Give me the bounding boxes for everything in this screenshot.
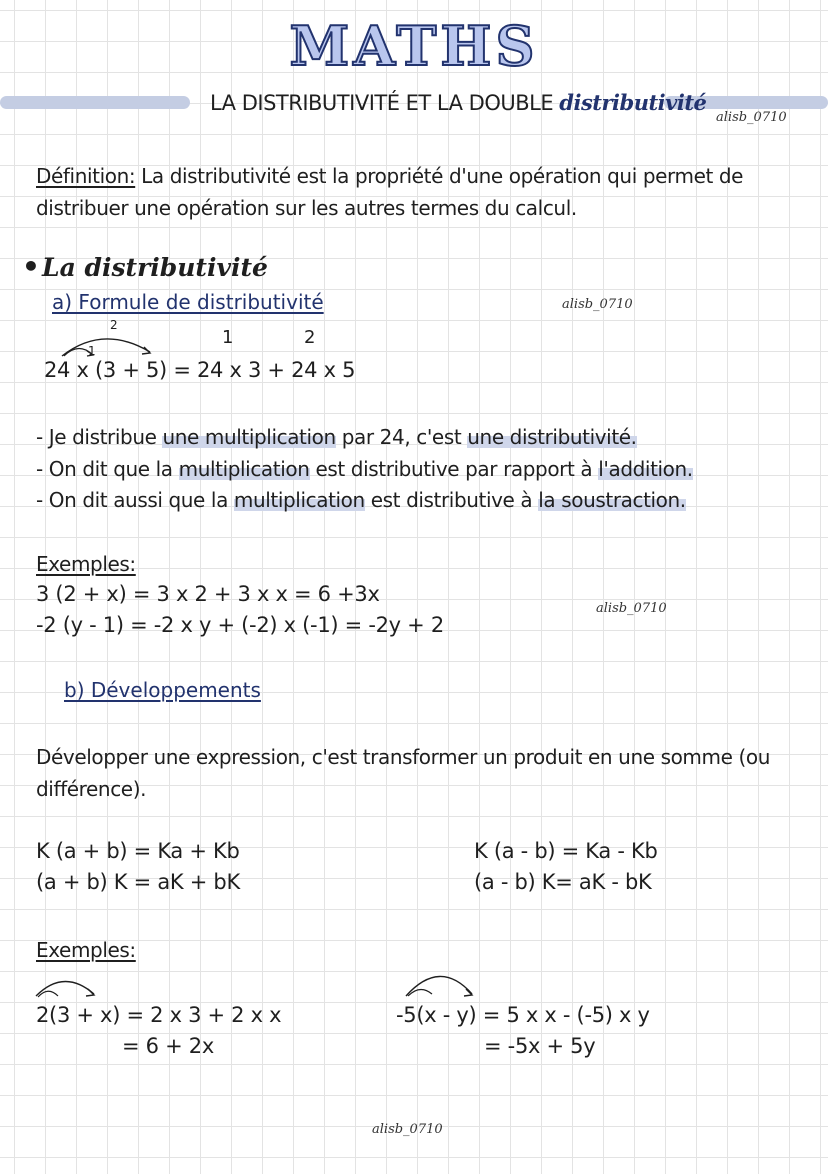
subtitle-main: LA DISTRIBUTIVITÉ ET LA DOUBLE <box>210 91 554 115</box>
distributivity-formula: 24 x (3 + 5) = 24 x 3 + 24 x 5 <box>44 358 356 382</box>
header-band-left <box>0 96 190 109</box>
formula-left-2: (a + b) K = aK + bK <box>36 870 240 894</box>
watermark: alisb_0710 <box>562 297 633 312</box>
definition-label: Définition: <box>36 164 136 188</box>
page-title: MATHS <box>289 14 539 78</box>
example-1: 3 (2 + x) = 3 x 2 + 3 x x = 6 +3x <box>36 582 380 606</box>
examples-label-1: Exemples: <box>36 552 136 576</box>
definition-line-1 <box>36 160 743 192</box>
watermark: alisb_0710 <box>716 110 787 125</box>
term-number-2: 2 <box>304 327 316 348</box>
example-3-line-1: 2(3 + x) = 2 x 3 + 2 x x <box>36 1003 282 1027</box>
subheading-a: a) Formule de distributivité <box>52 290 324 314</box>
arc-label-outer: 2 <box>110 318 118 332</box>
highlight: l'addition. <box>598 457 693 481</box>
formula-right-2: (a - b) K= aK - bK <box>474 870 652 894</box>
definition-line-2: distribuer une opération sur les autres termes du calcul. <box>36 196 577 220</box>
highlight: la soustraction. <box>538 488 686 512</box>
example-arrows-2 <box>402 964 482 1000</box>
watermark: alisb_0710 <box>372 1122 443 1137</box>
example-4-line-1: -5(x - y) = 5 x x - (-5) x y <box>396 1003 650 1027</box>
highlight: une multiplication <box>162 425 336 449</box>
bullet-line-3: - On dit aussi que la multiplication est distributive à la soustraction. <box>36 488 686 512</box>
distribution-arrows <box>58 330 158 358</box>
section-heading-distributivite: La distributivité <box>42 253 268 282</box>
subtitle-script: distributivité <box>559 90 707 115</box>
highlight: multiplication <box>178 457 310 481</box>
watermark: alisb_0710 <box>596 601 667 616</box>
arc-label-inner: 1 <box>88 344 96 358</box>
heading-bullet: • <box>22 250 40 283</box>
example-arrows-1 <box>34 972 104 1000</box>
formula-left-1: K (a + b) = Ka + Kb <box>36 839 240 863</box>
definition-text-1: La distributivité est la propriété d'une opération qui permet de <box>135 164 744 188</box>
example-4-line-2: = -5x + 5y <box>484 1034 596 1058</box>
page-subtitle <box>210 90 706 115</box>
develop-text-2: différence). <box>36 777 147 801</box>
bullet-line-1: - Je distribue une multiplication par 24, c'est une distributivité. <box>36 425 637 449</box>
example-2: -2 (y - 1) = -2 x y + (-2) x (-1) = -2y + 2 <box>36 613 444 637</box>
examples-label-2: Exemples: <box>36 938 136 962</box>
develop-text-1: Développer une expression, c'est transformer un produit en une somme (ou <box>36 745 770 769</box>
example-3-line-2: = 6 + 2x <box>122 1034 214 1058</box>
highlight: multiplication <box>233 488 365 512</box>
formula-right-1: K (a - b) = Ka - Kb <box>474 839 658 863</box>
subheading-b: b) Développements <box>64 678 261 702</box>
term-number-1: 1 <box>222 327 234 348</box>
highlight: une distributivité. <box>467 425 637 449</box>
bullet-line-2: - On dit que la multiplication est distributive par rapport à l'addition. <box>36 457 693 481</box>
